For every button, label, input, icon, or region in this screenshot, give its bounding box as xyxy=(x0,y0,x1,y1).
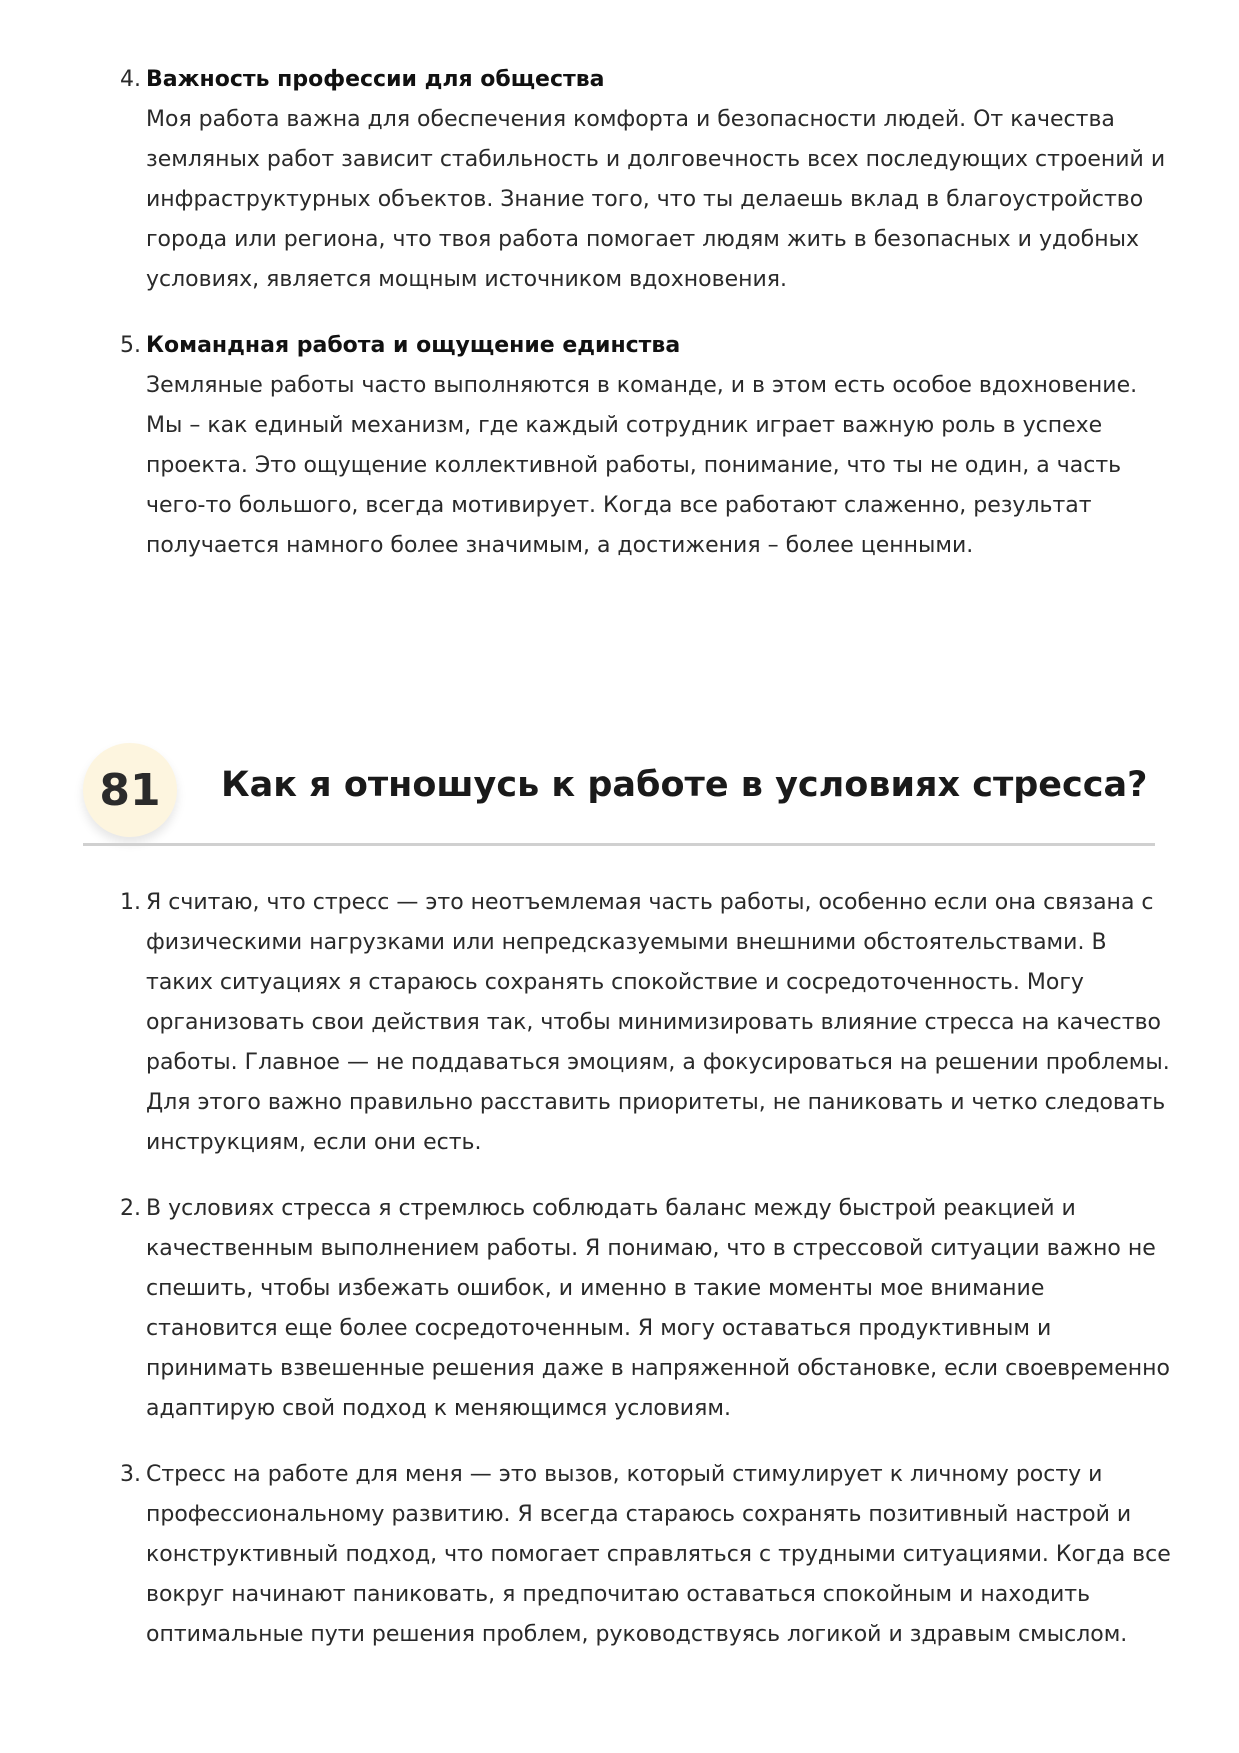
list-item xyxy=(120,326,1172,566)
list-item xyxy=(120,60,1172,300)
item-number: 4. xyxy=(120,67,141,92)
list-item xyxy=(120,1455,1172,1655)
section-number-badge: 81 xyxy=(83,743,177,837)
item-number: 1. xyxy=(120,890,141,915)
item-number: 2. xyxy=(120,1196,141,1221)
item-text: Стресс на работе для меня — это вызов, который стимулирует к личному росту и профессиональному развитию. Я всегда стараюсь сохранять позитивный настрой и конструктивный подход, что помогает справляться с трудными ситуациями. Когда все вокруг начинают паниковать, я предпочитаю оставаться спокойным и находить оптимальные пути решения проблем, руководствуясь логикой и здравым смыслом. xyxy=(146,1462,1171,1647)
item-title: Командная работа и ощущение единства xyxy=(146,333,681,358)
section-header xyxy=(83,743,1155,847)
list-item xyxy=(120,883,1172,1163)
item-text: Земляные работы часто выполняются в команде, и в этом есть особое вдохновение. Мы – как единый механизм, где каждый сотрудник играет важную роль в успехе проекта. Это ощущение коллективной работы, понимание, что ты не один, а часть чего-то большого, всегда мотивирует. Когда все работают слаженно, результат получается намного более значимым, а достижения – более ценными. xyxy=(146,373,1138,558)
item-number: 3. xyxy=(120,1462,141,1487)
item-number: 5. xyxy=(120,333,141,358)
item-text: Я считаю, что стресс — это неотъемлемая часть работы, особенно если она связана с физическими нагрузками или непредсказуемыми внешними обстоятельствами. В таких ситуациях я стараюсь сохранять спокойствие и сосредоточенность. Могу организовать свои действия так, чтобы минимизировать влияние стресса на качество работы. Главное — не поддаваться эмоциям, а фокусироваться на решении проблемы. Для этого важно правильно расставить приоритеты, не паниковать и четко следовать инструкциям, если они есть. xyxy=(146,890,1170,1155)
section-divider xyxy=(83,843,1155,846)
item-text: В условиях стресса я стремлюсь соблюдать баланс между быстрой реакцией и качественным выполнением работы. Я понимаю, что в стрессовой ситуации важно не спешить, чтобы избежать ошибок, и именно в такие моменты мое внимание становится еще более сосредоточенным. Я могу оставаться продуктивным и принимать взвешенные решения даже в напряженной обстановке, если своевременно адаптирую свой подход к меняющимся условиям. xyxy=(146,1196,1170,1421)
answers-numbered-list xyxy=(120,883,1172,1655)
section-title: Как я отношусь к работе в условиях стресса? xyxy=(221,765,1148,805)
item-text: Моя работа важна для обеспечения комфорта и безопасности людей. От качества земляных работ зависит стабильность и долговечность всех последующих строений и инфраструктурных объектов. Знание того, что ты делаешь вклад в благоустройство города или региона, что твоя работа помогает людям жить в безопасных и удобных условиях, является мощным источником вдохновения. xyxy=(146,107,1166,292)
top-numbered-list xyxy=(120,60,1172,566)
item-title: Важность профессии для общества xyxy=(146,67,605,92)
list-item xyxy=(120,1189,1172,1429)
